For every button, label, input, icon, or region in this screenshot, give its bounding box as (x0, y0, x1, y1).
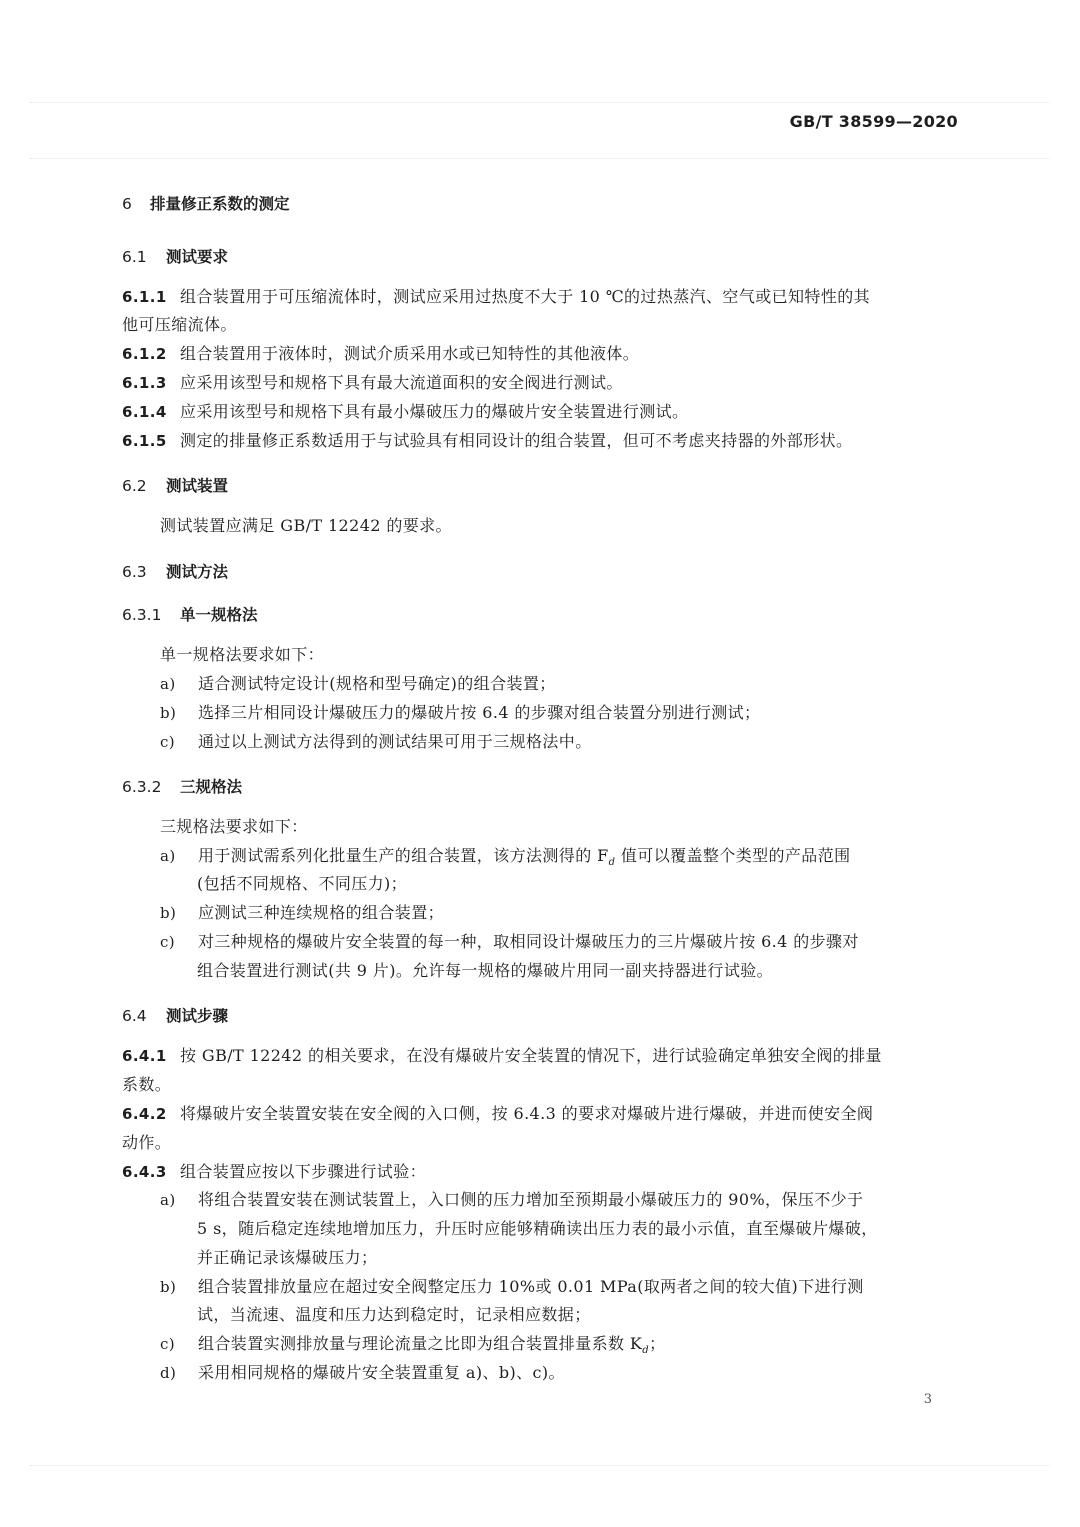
clause-number: 6.1.2 (122, 345, 167, 363)
list-item-b (160, 703, 960, 723)
list-marker: c) (160, 733, 176, 751)
section-number: 6.4 (122, 1007, 147, 1025)
page-number: 3 (923, 1392, 932, 1407)
list-item-d (160, 1363, 960, 1383)
scan-artifact-line (30, 158, 1050, 159)
clause-6-1-2 (122, 344, 960, 364)
list-item-a (160, 674, 960, 694)
list-marker: c) (160, 1335, 176, 1353)
scan-artifact-line (30, 1465, 1050, 1466)
list-text: 将组合装置安装在测试装置上，入口侧的压力增加至预期最小爆破压力的 90%，保压不少于 (198, 1190, 864, 1209)
clause-6-1-5 (122, 431, 960, 451)
list-text-tail: 值可以覆盖整个类型的产品范围 (615, 846, 851, 865)
section-title: 三规格法 (180, 778, 243, 796)
section-6-1-heading (122, 245, 228, 267)
list-item-b (160, 903, 960, 923)
clause-text: 按 GB/T 12242 的相关要求，在没有爆破片安全装置的情况下，进行试验确定单独安全阀的排量 (180, 1046, 882, 1065)
section-number: 6.3.1 (122, 606, 162, 624)
section-6-2-heading (122, 474, 228, 496)
clause-number: 6.1.3 (122, 374, 167, 392)
clause-text: 将爆破片安全装置安装在安全阀的入口侧，按 6.4.3 的要求对爆破片进行爆破，并进而使安全阀 (180, 1104, 874, 1123)
list-item-c (160, 732, 960, 752)
clause-6-4-1-line-1 (122, 1046, 960, 1066)
list-text: 组合装置实测排放量与理论流量之比即为组合装置排量系数 K (198, 1334, 643, 1353)
section-title: 测试方法 (166, 563, 229, 581)
clause-6-1-1-line-1 (122, 287, 960, 307)
clause-6-1-4 (122, 402, 960, 422)
clause-text: 应采用该型号和规格下具有最小爆破压力的爆破片安全装置进行测试。 (180, 402, 689, 421)
clause-text: 测定的排量修正系数适用于与试验具有相同设计的组合装置，但可不考虑夹持器的外部形状。 (180, 431, 853, 450)
clause-6-4-2-line-1 (122, 1104, 960, 1124)
clause-text: 组合装置应按以下步骤进行试验： (180, 1162, 427, 1181)
list-item-b-line-2: 试，当流速、温度和压力达到稳定时，记录相应数据； (197, 1305, 591, 1324)
list-marker: b) (160, 1278, 177, 1296)
standard-number: GB/T 38599—2020 (789, 112, 958, 131)
list-item-a-line-2: (包括不同规格、不同压力)； (197, 874, 408, 893)
section-number: 6.1 (122, 248, 147, 266)
section-number: 6.2 (122, 477, 147, 495)
list-marker: b) (160, 704, 177, 722)
section-title: 测试步骤 (166, 1007, 229, 1025)
list-item-c-line-2: 组合装置进行测试(共 9 片)。允许每一规格的爆破片用同一副夹持器进行试验。 (197, 961, 774, 980)
list-item-a-line-1 (160, 1190, 960, 1210)
list-item-b-line-1 (160, 1277, 960, 1297)
list-marker: c) (160, 933, 176, 951)
clause-text: 组合装置用于可压缩流体时，测试应采用过热度不大于 10 ℃的过热蒸汽、空气或已知特性的其 (180, 287, 871, 306)
section-number: 6.3.2 (122, 778, 162, 796)
clause-text: 应采用该型号和规格下具有最大流道面积的安全阀进行测试。 (180, 373, 623, 392)
section-number: 6.3 (122, 563, 147, 581)
subscript: d (642, 1345, 650, 1357)
section-title: 测试装置 (166, 477, 229, 495)
section-6-3-2-heading (122, 775, 242, 797)
clause-number: 6.1.4 (122, 403, 167, 421)
list-text: 适合测试特定设计(规格和型号确定)的组合装置； (198, 674, 556, 693)
subscript: d (608, 857, 616, 869)
list-marker: b) (160, 904, 177, 922)
clause-6-3-2-intro: 三规格法要求如下： (160, 817, 308, 836)
clause-6-4-1-line-2: 系数。 (122, 1075, 172, 1094)
scan-artifact-line (30, 102, 1050, 103)
clause-number: 6.1.1 (122, 288, 167, 306)
clause-6-1-3 (122, 373, 960, 393)
section-6-4-heading (122, 1004, 228, 1026)
clause-6-3-1-intro: 单一规格法要求如下： (160, 645, 325, 664)
list-text: 采用相同规格的爆破片安全装置重复 a)、b)、c)。 (198, 1363, 565, 1382)
section-title: 测试要求 (166, 248, 229, 266)
list-item-c (160, 1334, 960, 1361)
clause-number: 6.4.1 (122, 1047, 167, 1065)
list-text-tail: ； (649, 1334, 666, 1353)
list-marker: a) (160, 675, 176, 693)
list-marker: a) (160, 847, 176, 865)
list-item-a-line-2: 5 s，随后稳定连续地增加压力，升压时应能够精确读出压力表的最小示值，直至爆破片爆破， (197, 1219, 878, 1238)
list-text: 用于测试需系列化批量生产的组合装置，该方法测得的 F (198, 846, 609, 865)
clause-text: 组合装置用于液体时，测试介质采用水或已知特性的其他液体。 (180, 344, 640, 363)
clause-number: 6.4.3 (122, 1163, 167, 1181)
list-text: 选择三片相同设计爆破压力的爆破片按 6.4 的步骤对组合装置分别进行测试； (198, 703, 761, 722)
clause-number: 6.1.5 (122, 432, 167, 450)
list-text: 通过以上测试方法得到的测试结果可用于三规格法中。 (198, 732, 592, 751)
clause-6-1-1-line-2: 他可压缩流体。 (122, 315, 237, 334)
section-title: 单一规格法 (180, 606, 258, 624)
section-6-heading (122, 192, 290, 214)
clause-6-2-text: 测试装置应满足 GB/T 12242 的要求。 (160, 516, 452, 535)
list-text: 组合装置排放量应在超过安全阀整定压力 10%或 0.01 MPa(取两者之间的较大值)下进行测 (198, 1277, 864, 1296)
section-number: 6 (122, 195, 132, 213)
list-item-c-line-1 (160, 932, 960, 952)
clause-6-4-3-intro (122, 1162, 960, 1182)
list-text: 应测试三种连续规格的组合装置； (198, 903, 445, 922)
list-item-a-line-1 (160, 846, 960, 873)
section-title: 排量修正系数的测定 (150, 195, 290, 213)
list-marker: a) (160, 1191, 176, 1209)
clause-number: 6.4.2 (122, 1105, 167, 1123)
section-6-3-1-heading (122, 603, 258, 625)
list-text: 对三种规格的爆破片安全装置的每一种，取相同设计爆破压力的三片爆破片按 6.4 的步骤对 (198, 932, 859, 951)
section-6-3-heading (122, 560, 228, 582)
list-marker: d) (160, 1364, 177, 1382)
clause-6-4-2-line-2: 动作。 (122, 1133, 172, 1152)
list-item-a-line-3: 并正确记录该爆破压力； (197, 1248, 378, 1267)
